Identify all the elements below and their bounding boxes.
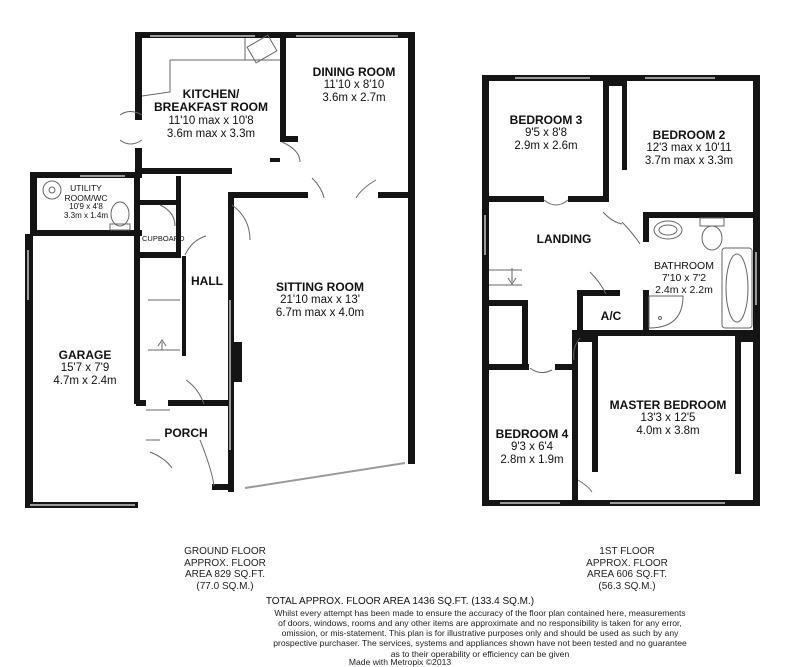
bedroom-3-dim-imperial: 9'5 x 8'8	[524, 127, 568, 140]
disclaimer-text: Whilst every attempt has been made to ensure the accuracy of the floor plan contained here, measurements of doors, windows, rooms and any other items are approximate and no responsibility is taken for any error, omission, or mis-statement. This plan is for illustrative purposes only and should be used as such by any prospective purchaser. The services, systems and appliances shown have not been tested and no guarantee as to their operability or efficiency can be given	[273, 608, 687, 659]
utility-name-line1: UTILITY	[70, 183, 102, 193]
master-bedroom-name: MASTER BEDROOM	[609, 398, 727, 412]
bedroom-3-name: BEDROOM 3	[509, 113, 583, 127]
ground-floor-caption	[160, 546, 290, 592]
bedroom-4-label	[490, 428, 574, 467]
master-bedroom-dim-metric: 4.0m x 3.8m	[636, 425, 700, 438]
dining-room-dim-metric: 3.6m x 2.7m	[322, 92, 386, 105]
garage-label	[35, 349, 135, 388]
bedroom-3-label	[494, 114, 598, 153]
bedroom-3-dim-metric: 2.9m x 2.6m	[514, 140, 578, 153]
ac-label: A/C	[600, 309, 622, 323]
kitchen-dim-metric: 3.6m max x 3.3m	[166, 127, 256, 140]
ground-floor-caption-line1: GROUND FLOOR	[184, 546, 266, 557]
bedroom-4-dim-imperial: 9'3 x 6'4	[510, 441, 554, 454]
bedroom-2-dim-metric: 3.7m max x 3.3m	[644, 155, 734, 168]
bedroom-2-dim-imperial: 12'3 max x 10'11	[646, 142, 732, 155]
bedroom-2-name: BEDROOM 2	[652, 128, 726, 142]
utility-dim-metric: 3.3m x 1.4m	[63, 210, 108, 220]
bedroom-2-label	[628, 129, 750, 168]
first-floor-caption-line2: APPROX. FLOOR	[586, 557, 668, 569]
bedroom-4-name: BEDROOM 4	[495, 427, 569, 441]
garage-dim-imperial: 15'7 x 7'9	[60, 362, 110, 375]
cupboard-label: CUPBOARD	[142, 234, 185, 243]
kitchen-name-line1: KITCHEN/	[182, 87, 240, 101]
dining-room-label	[290, 66, 418, 105]
master-bedroom-label	[600, 399, 736, 438]
bathroom-label	[648, 261, 720, 296]
dining-room-dim-imperial: 11'10 x 8'10	[323, 79, 385, 92]
sitting-room-name: SITTING ROOM	[276, 280, 364, 294]
utility-dim-imperial: 10'9 x 4'8	[69, 202, 103, 212]
first-floor-caption	[562, 546, 692, 592]
utility-name-line2: ROOM/WC	[64, 192, 108, 203]
sitting-room-dim-metric: 6.7m max x 4.0m	[275, 307, 365, 320]
landing-label: LANDING	[536, 232, 592, 246]
metropix-credit: Made with Metropix ©2013	[348, 657, 452, 667]
master-bedroom-dim-imperial: 13'3 x 12'5	[640, 412, 696, 425]
kitchen-dim-imperial: 11'10 max x 10'8	[168, 114, 254, 127]
bathroom-name: BATHROOM	[654, 260, 714, 272]
first-floor-caption-line3: AREA 606 SQ.FT.	[586, 569, 668, 580]
first-floor-caption-line4: (56.3 SQ.M.)	[598, 580, 656, 592]
porch-label: PORCH	[164, 426, 208, 440]
total-floor-area: TOTAL APPROX. FLOOR AREA 1436 SQ.FT. (133.4 SQ.M.)	[265, 596, 535, 607]
kitchen-label	[143, 88, 279, 141]
ground-floor-caption-line3: AREA 829 SQ.FT.	[184, 569, 266, 580]
bedroom-4-dim-metric: 2.8m x 1.9m	[500, 454, 564, 467]
garage-name: GARAGE	[58, 348, 112, 362]
garage-dim-metric: 4.7m x 2.4m	[53, 375, 117, 388]
bathroom-dim-imperial: 7'10 x 7'2	[661, 271, 707, 284]
first-floor-caption-line1: 1ST FLOOR	[599, 546, 655, 557]
sitting-room-label	[234, 281, 406, 320]
dining-room-name: DINING ROOM	[312, 65, 396, 79]
hall-label: HALL	[191, 274, 223, 288]
sitting-room-dim-imperial: 21'10 max x 13'	[280, 294, 360, 307]
ground-floor-caption-line2: APPROX. FLOOR	[184, 557, 266, 569]
bathroom-dim-metric: 2.4m x 2.2m	[655, 283, 713, 296]
utility-room-label	[58, 184, 114, 221]
kitchen-name-line2: BREAKFAST ROOM	[154, 100, 268, 115]
ground-floor-caption-line4: (77.0 SQ.M.)	[196, 580, 254, 592]
